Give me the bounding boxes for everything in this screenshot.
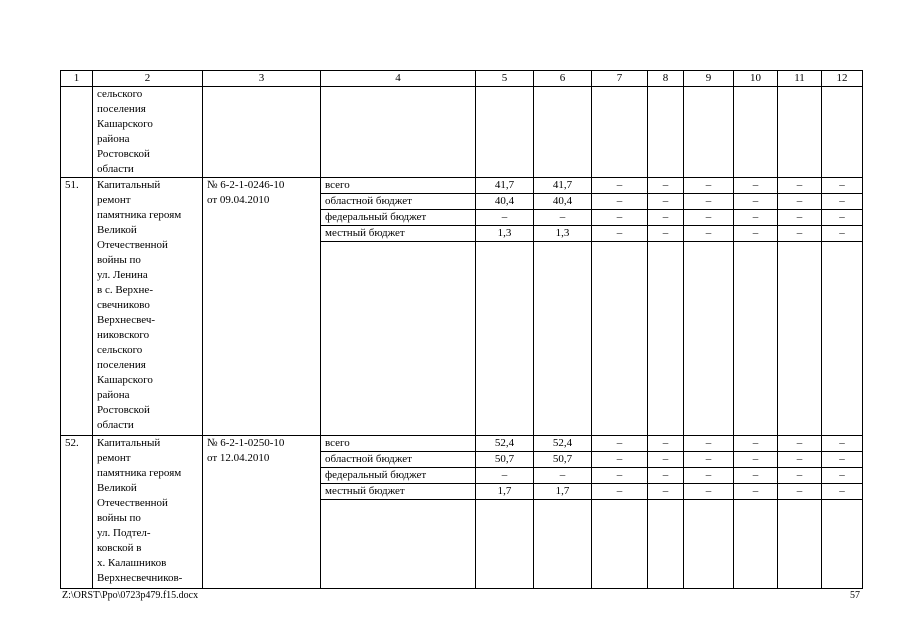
value-cell: – xyxy=(648,468,684,484)
value-cell: – xyxy=(648,210,684,226)
value-cell: – xyxy=(592,178,648,194)
name-line: свечниково xyxy=(97,299,150,311)
value-cell: 1,7 xyxy=(476,484,534,500)
value-cell: – xyxy=(592,194,648,210)
column-header: 7 xyxy=(592,71,648,87)
value-cell: – xyxy=(684,226,734,242)
empty-cell xyxy=(321,87,476,178)
empty-cell xyxy=(592,242,648,436)
name-line: сельского xyxy=(97,344,143,356)
empty-cell xyxy=(822,500,863,589)
value-cell: – xyxy=(778,194,822,210)
value-cell: – xyxy=(778,210,822,226)
value-cell: 41,7 xyxy=(476,178,534,194)
value-cell: – xyxy=(822,178,863,194)
name-line: области xyxy=(97,163,134,175)
value-cell: – xyxy=(822,210,863,226)
name-line: Капитальный xyxy=(97,437,161,449)
empty-cell xyxy=(684,500,734,589)
name-line: Ростовской xyxy=(97,404,150,416)
document-line: № 6-2-1-0246-10 xyxy=(207,179,285,191)
column-header: 11 xyxy=(778,71,822,87)
empty-cell xyxy=(203,87,321,178)
value-cell: – xyxy=(592,436,648,452)
num-cell-empty xyxy=(61,87,93,178)
name-line: поселения xyxy=(97,103,146,115)
document-cell xyxy=(203,436,321,589)
empty-cell xyxy=(534,242,592,436)
value-cell: – xyxy=(592,468,648,484)
value-cell: – xyxy=(592,226,648,242)
value-cell: – xyxy=(734,194,778,210)
value-cell: – xyxy=(684,178,734,194)
column-header: 9 xyxy=(684,71,734,87)
funding-source: всего xyxy=(321,178,476,194)
funding-source: федеральный бюджет xyxy=(321,468,476,484)
empty-cell xyxy=(321,500,476,589)
value-cell: – xyxy=(534,468,592,484)
item-number: 51. xyxy=(61,178,93,436)
value-cell: – xyxy=(778,452,822,468)
name-line: Кашарского xyxy=(97,374,153,386)
value-cell: – xyxy=(822,452,863,468)
object-name-cell xyxy=(93,87,203,178)
empty-cell xyxy=(476,500,534,589)
name-line: Отечественной xyxy=(97,497,168,509)
value-cell: – xyxy=(734,210,778,226)
name-line: войны по xyxy=(97,512,141,524)
value-cell: – xyxy=(734,468,778,484)
footer-file-path: Z:\ORST\Ppo\0723p479.f15.docx xyxy=(62,590,199,601)
value-cell: – xyxy=(778,484,822,500)
value-cell: – xyxy=(476,468,534,484)
value-cell: – xyxy=(684,484,734,500)
empty-cell xyxy=(648,87,684,178)
name-line: Отечественной xyxy=(97,239,168,251)
value-cell: 40,4 xyxy=(534,194,592,210)
value-cell: 50,7 xyxy=(476,452,534,468)
value-cell: – xyxy=(476,210,534,226)
value-cell: – xyxy=(734,226,778,242)
document-line: от 12.04.2010 xyxy=(207,452,270,464)
column-header: 3 xyxy=(203,71,321,87)
name-line: Верхнесвеч- xyxy=(97,314,156,326)
name-line: Верхнесвечников- xyxy=(97,572,183,584)
value-cell: – xyxy=(734,452,778,468)
empty-cell xyxy=(534,500,592,589)
value-cell: – xyxy=(684,194,734,210)
value-cell: – xyxy=(684,210,734,226)
value-cell: – xyxy=(648,194,684,210)
name-line: ул. Ленина xyxy=(97,269,148,281)
column-header: 6 xyxy=(534,71,592,87)
funding-source: областной бюджет xyxy=(321,452,476,468)
name-line: памятника героям xyxy=(97,209,182,221)
empty-cell xyxy=(648,500,684,589)
funding-source: областной бюджет xyxy=(321,194,476,210)
table-row xyxy=(61,178,863,194)
value-cell: – xyxy=(592,452,648,468)
table-row xyxy=(61,436,863,452)
document-line: № 6-2-1-0250-10 xyxy=(207,437,285,449)
column-header: 12 xyxy=(822,71,863,87)
name-line: войны по xyxy=(97,254,141,266)
value-cell: – xyxy=(822,484,863,500)
empty-cell xyxy=(476,242,534,436)
name-line: сельского xyxy=(97,88,143,100)
name-line: района xyxy=(97,389,130,401)
empty-cell xyxy=(778,242,822,436)
empty-cell xyxy=(592,87,648,178)
page-number: 57 xyxy=(850,590,860,601)
value-cell: – xyxy=(778,178,822,194)
value-cell: – xyxy=(822,226,863,242)
value-cell: – xyxy=(684,452,734,468)
name-line: района xyxy=(97,133,130,145)
item-number: 52. xyxy=(61,436,93,589)
column-header: 8 xyxy=(648,71,684,87)
name-line: никовского xyxy=(97,329,150,341)
object-name-cell xyxy=(93,178,203,436)
name-line: Великой xyxy=(97,482,137,494)
empty-cell xyxy=(684,242,734,436)
column-header: 2 xyxy=(93,71,203,87)
empty-cell xyxy=(321,242,476,436)
value-cell: – xyxy=(684,468,734,484)
value-cell: 40,4 xyxy=(476,194,534,210)
name-line: ул. Подтел- xyxy=(97,527,151,539)
budget-table xyxy=(60,70,863,589)
table-row-continuation xyxy=(61,87,863,178)
column-header: 10 xyxy=(734,71,778,87)
value-cell: – xyxy=(778,226,822,242)
name-line: Великой xyxy=(97,224,137,236)
value-cell: – xyxy=(648,226,684,242)
value-cell: 1,7 xyxy=(534,484,592,500)
document-cell xyxy=(203,178,321,436)
value-cell: 52,4 xyxy=(476,436,534,452)
document-line: от 09.04.2010 xyxy=(207,194,270,206)
value-cell: – xyxy=(648,178,684,194)
empty-cell xyxy=(592,500,648,589)
column-header: 1 xyxy=(61,71,93,87)
empty-cell xyxy=(734,242,778,436)
table-body xyxy=(61,71,863,589)
value-cell: – xyxy=(592,210,648,226)
value-cell: – xyxy=(648,484,684,500)
empty-cell xyxy=(734,87,778,178)
name-line: Капитальный xyxy=(97,179,161,191)
value-cell: 1,3 xyxy=(534,226,592,242)
value-cell: 50,7 xyxy=(534,452,592,468)
value-cell: 1,3 xyxy=(476,226,534,242)
empty-cell xyxy=(534,87,592,178)
value-cell: – xyxy=(648,452,684,468)
name-line: ремонт xyxy=(97,194,131,206)
value-cell: – xyxy=(684,436,734,452)
value-cell: – xyxy=(822,468,863,484)
empty-cell xyxy=(822,87,863,178)
name-line: х. Калашников xyxy=(97,557,167,569)
name-line: памятника героям xyxy=(97,467,182,479)
name-line: поселения xyxy=(97,359,146,371)
value-cell: – xyxy=(734,436,778,452)
value-cell: – xyxy=(822,436,863,452)
name-line: Кашарского xyxy=(97,118,153,130)
value-cell: 41,7 xyxy=(534,178,592,194)
funding-source: местный бюджет xyxy=(321,484,476,500)
header-row xyxy=(61,71,863,87)
value-cell: – xyxy=(822,194,863,210)
empty-cell xyxy=(778,87,822,178)
name-line: ковской в xyxy=(97,542,142,554)
column-header: 4 xyxy=(321,71,476,87)
empty-cell xyxy=(734,500,778,589)
funding-source: местный бюджет xyxy=(321,226,476,242)
name-line: Ростовской xyxy=(97,148,150,160)
value-cell: – xyxy=(734,484,778,500)
name-line: ремонт xyxy=(97,452,131,464)
empty-cell xyxy=(684,87,734,178)
empty-cell xyxy=(476,87,534,178)
value-cell: – xyxy=(778,436,822,452)
value-cell: – xyxy=(778,468,822,484)
value-cell: – xyxy=(734,178,778,194)
value-cell: – xyxy=(592,484,648,500)
value-cell: – xyxy=(534,210,592,226)
empty-cell xyxy=(648,242,684,436)
funding-source: всего xyxy=(321,436,476,452)
funding-source: федеральный бюджет xyxy=(321,210,476,226)
empty-cell xyxy=(778,500,822,589)
empty-cell xyxy=(822,242,863,436)
value-cell: 52,4 xyxy=(534,436,592,452)
column-header: 5 xyxy=(476,71,534,87)
name-line: в с. Верхне- xyxy=(97,284,153,296)
value-cell: – xyxy=(648,436,684,452)
object-name-cell xyxy=(93,436,203,589)
name-line: области xyxy=(97,419,134,431)
